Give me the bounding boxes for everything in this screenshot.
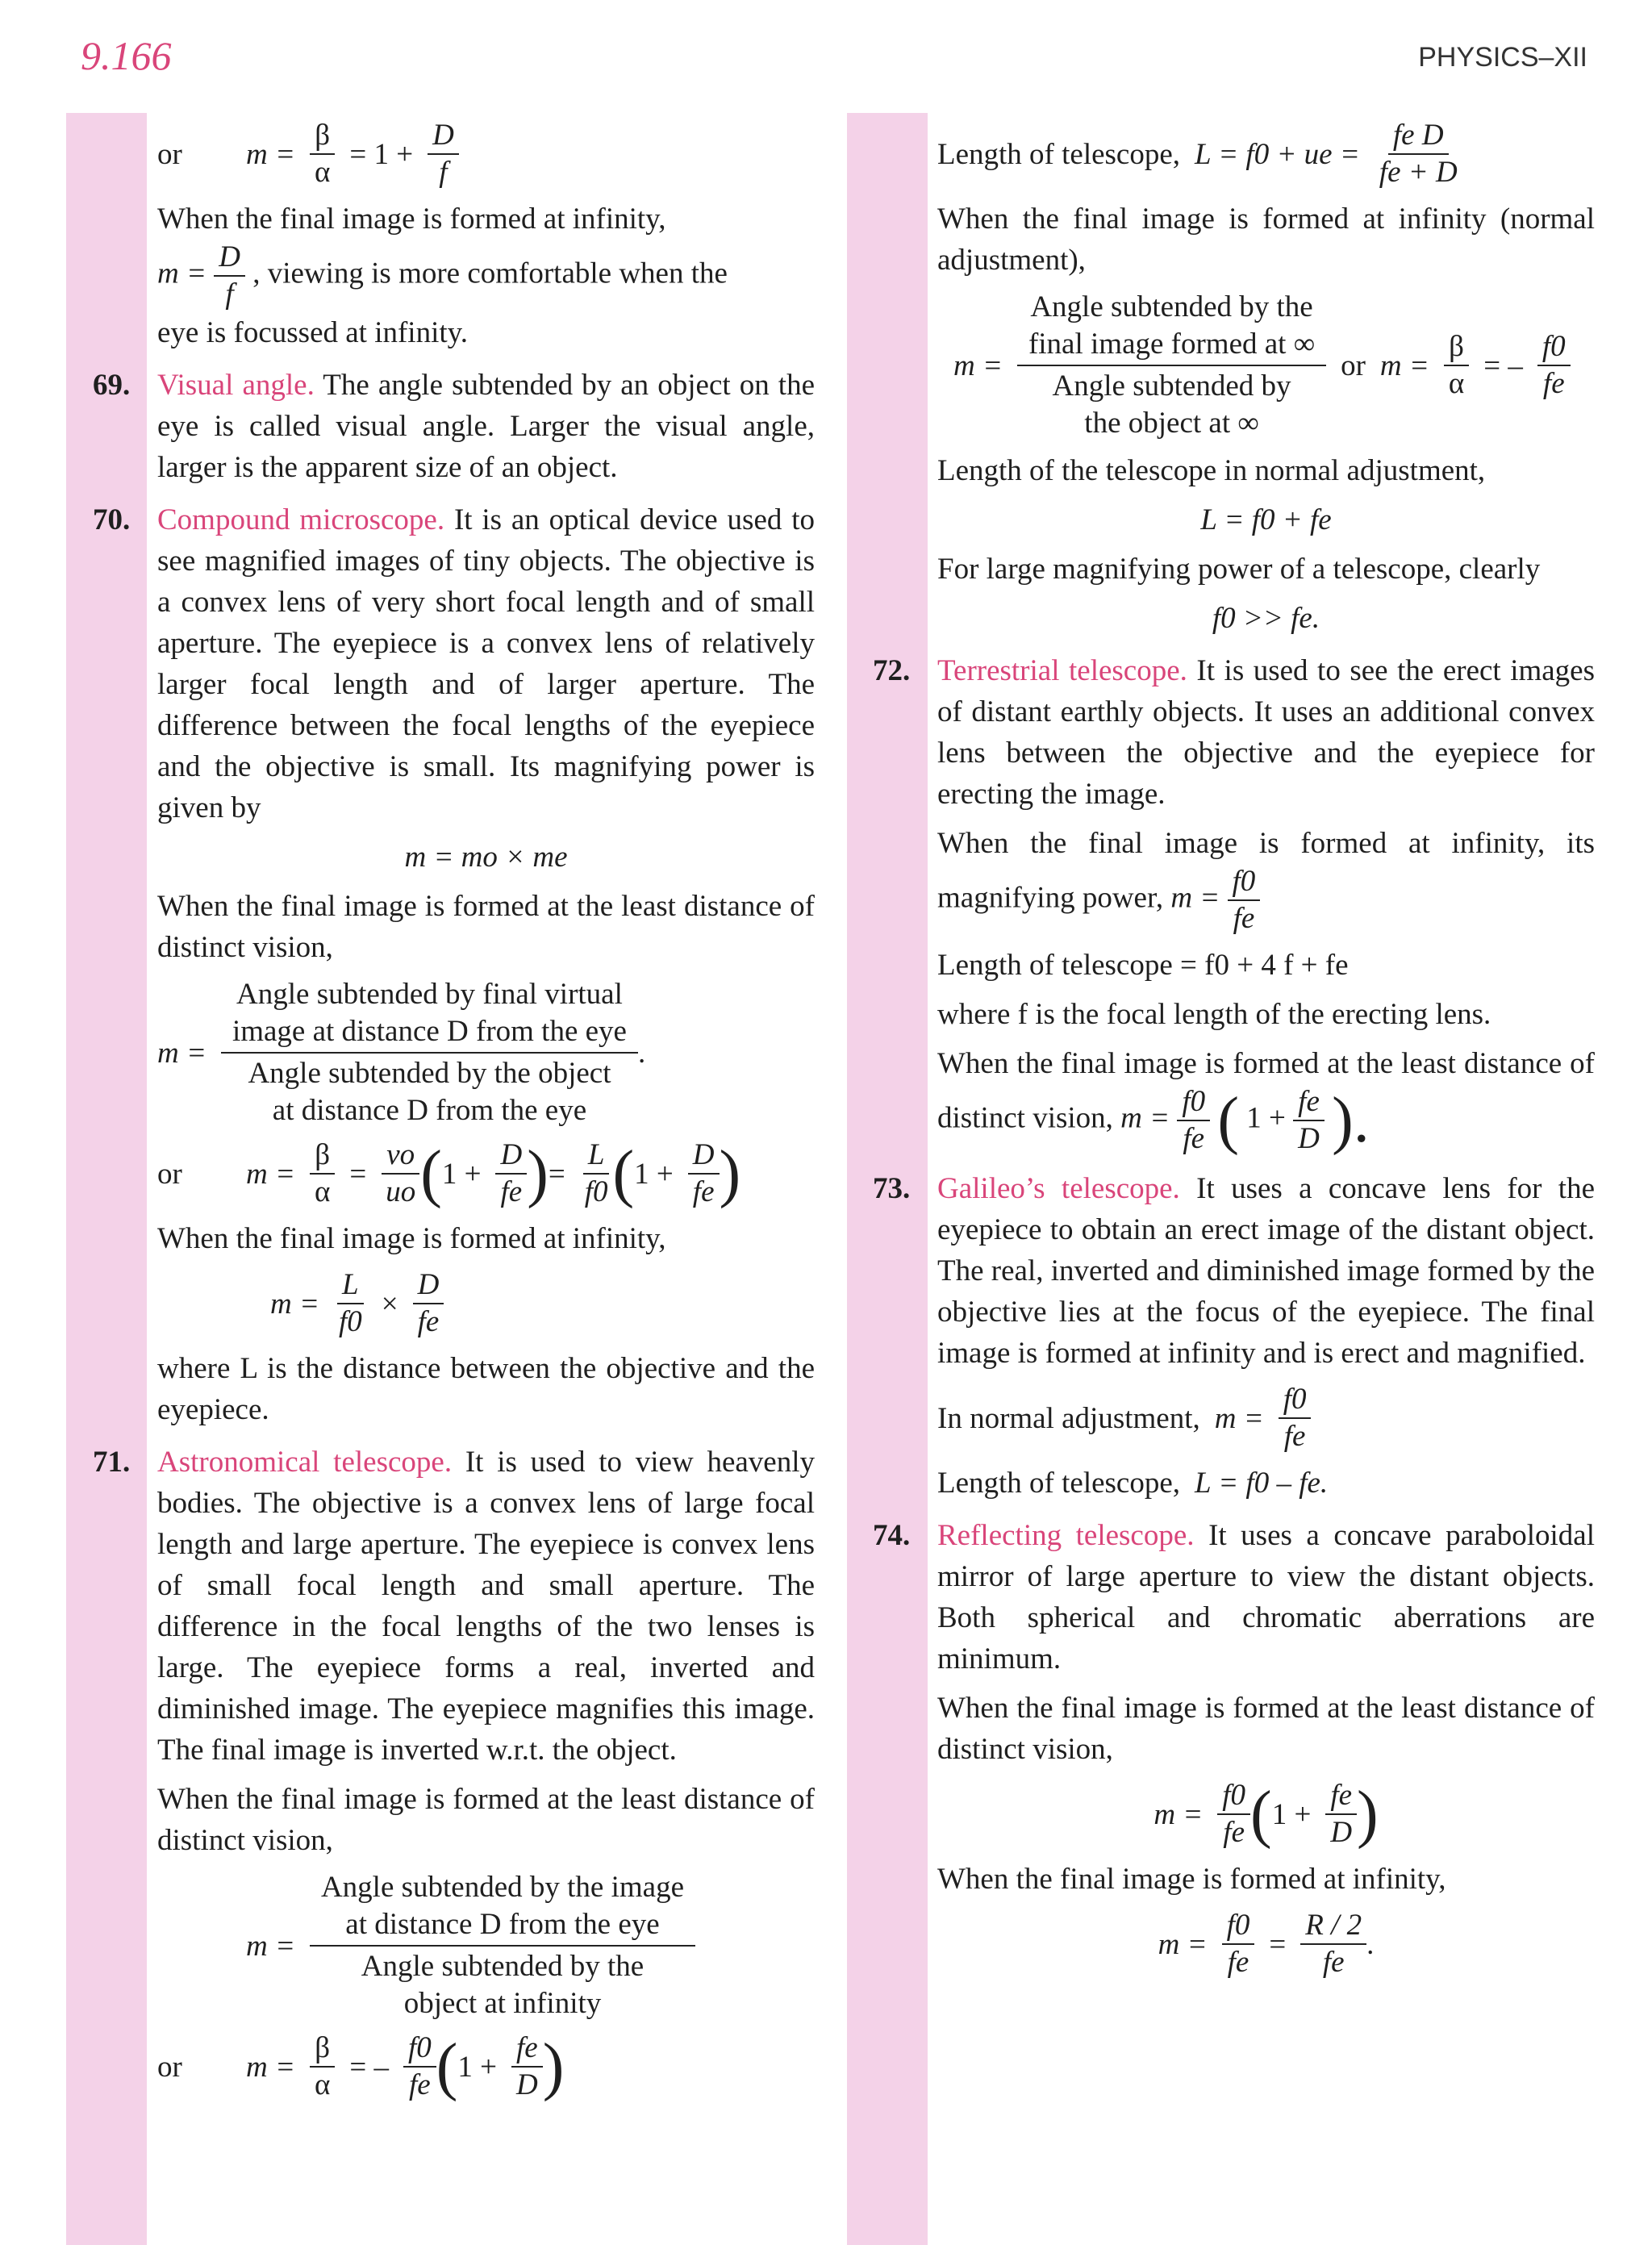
equation: L = f0 + fe xyxy=(1200,503,1332,536)
term-reflecting-telescope: Reflecting telescope. xyxy=(937,1519,1195,1552)
term-terrestrial-telescope: Terrestrial telescope. xyxy=(937,654,1187,687)
equation: In normal adjustment, m = $\frac{f0}{fe}$ xyxy=(937,1382,1595,1454)
left-column xyxy=(93,113,816,2111)
equation-telescope-length: Length of telescope, L = f0 + ue = $\frac{\text{fe D}}{fe + D}$ xyxy=(937,119,1458,189)
fraction: $\frac{\beta}{\alpha}$ xyxy=(310,118,335,190)
item-73: 73. Galileo’s telescope. It uses a concave lens for the eyepiece to obtain an erect image of the distant object. The real, inverted and diminished image formed by the objective lies at the focus of the eyepiece. The final image is formed at infinity and is erect and magnified. In normal adjustment, m = $\frac{f0}{fe}$ Length of telescope, L = f0 – fe. xyxy=(937,1168,1595,1504)
page-number: 9.166 xyxy=(81,33,172,78)
equation-word-fraction: m = Angle subtended by final virtual image at distance D from the eye Angle subtended by the object at distance D from the eye . xyxy=(157,976,815,1129)
term-visual-angle: Visual angle. xyxy=(157,369,315,402)
equation: m = $\frac{L}{f0}$ × $\frac{D}{fe}$ xyxy=(157,1267,815,1340)
term-galileos-telescope: Galileo’s telescope. xyxy=(937,1172,1180,1205)
equation: f0 >> fe. xyxy=(1212,602,1320,635)
equation: m = $\frac{f0}{fe}$ = $\frac{R / 2}{fe}$ . xyxy=(1158,1909,1375,1979)
fraction: $\frac{D}{f}$ xyxy=(214,240,245,312)
equation-top: or m = $\frac{\beta}{\alpha}$ = 1 + $\frac{D}{f}$ xyxy=(157,118,815,190)
word-fraction: Angle subtended by the image at distance D from the eye Angle subtended by the object at infinity xyxy=(310,1869,695,2022)
fraction: $\frac{D}{f}$ xyxy=(428,118,459,190)
term-compound-microscope: Compound microscope. xyxy=(157,503,445,536)
item-70: 70. Compound microscope. It is an optical device used to see magnified images of tiny objects. The objective is a convex lens of very short focal length and of small aperture. The eyepiece is a convex lens of relatively larger focal length and of larger aperture. The difference between the focal lengths of the eyepiece and the objective is small. Its magnifying power is given by m = mo × me When the final image is formed at the least distance of distinct vision, m = Angle subtended by final virtual image at distance D from the eye Angle subtended by the object at distance D from the eye . or m = $\frac{\beta}{\alpha}$ = $\frac{vo}{uo}$ ( 1 + $\frac{D}{fe}$ ) = $\frac{L}{f0}$ ( 1 + $\frac{D}{fe}$ ) When the final image is formed at infinity, m = $\frac{L}{f0}$ × $\frac{D}{fe}$ where L is the distance between the objective and the eyepiece. xyxy=(93,503,815,1426)
equation: m = $\frac{f0}{fe}$ ( 1 + $\frac{fe}{D}$ ) xyxy=(1153,1779,1379,1850)
right-column: Length of telescope, L = f0 + ue = $\frac{\text{fe D}}{fe + D}$ When the final image is formed at infinity (normal adjustment), m = Angle subtended by the final image formed at ∞ Angle subtended by the object at ∞ or m = $\frac{\beta}{\alpha}$ = – $\frac{f0}{fe}$ Length of the telescope in normal adjustment, L = f0 + fe For large magnifying power of a telescope, clearly f0 >> fe. 72. Terrestrial telescope. It is used to see the erect images of distant earthly objects. It uses an additional convex lens between the objective and the eyepiece for erecting the image. When the final image is formed at infinity, its magnifying power, m = $\frac{f0}{fe}$ Length of telescope = f0 + 4 f + fe where f is the focal length of the erecting lens. When the final image is formed at the least distance of distinct vision, m = $\frac{f0}{fe}$ ( 1 + $\frac{fe}{D}$ ). 73. Galileo’s telescope. It uses a concave lens for the eyepiece to obtain an erect image of the distant object. The real, inverted and diminished image formed by the objective lies at the focus of the eyepiece. The final image is formed at infinity and is erect and magnified. In normal adjustment, m = $\frac{f0}{fe}$ Length of telescope, L = f0 – fe. 74. Reflecting telescope. It uses a concave paraboloidal mirror of large aperture to view the distant objects. Both spherical and chromatic aberrations are minimum. When the final image is formed at the least distance of distinct vision, m = $\frac{f0}{fe}$ ( 1 + $\frac{fe}{D}$ ) When the final image is formed at infinity, m = $\frac{f0}{fe}$ = $\frac{R / 2}{fe}$ . xyxy=(873,119,1596,1979)
running-head: PHYSICS–XII xyxy=(1418,42,1587,73)
item-74: 74. Reflecting telescope. It uses a concave paraboloidal mirror of large aperture to view the distant objects. Both spherical and chromatic aberrations are minimum. When the final image is formed at the least distance of distinct vision, m = $\frac{f0}{fe}$ ( 1 + $\frac{fe}{D}$ ) When the final image is formed at infinity, m = $\frac{f0}{fe}$ = $\frac{R / 2}{fe}$ . xyxy=(873,1519,1595,1979)
item-71: 71. Astronomical telescope. It is used to view heavenly bodies. The objective is a convex lens of large focal length and large aperture. The eyepiece is convex lens of small focal length and small aperture. The difference in the focal lengths of the two lenses is large. The eyepiece forms a real, inverted and diminished image. The eyepiece magnifies this image. The final image is inverted w.r.t. the object. When the final image is formed at the least distance of distinct vision, m = Angle subtended by the image at distance D from the eye Angle subtended by the object at infinity or m = $\frac{\beta}{\alpha}$ = – $\frac{f0}{fe}$ ( 1 + $\frac{fe}{D}$ ) xyxy=(93,1446,815,2102)
item-69: 69. Visual angle. The angle subtended by an object on the eye is called visual angle. Larger the visual angle, larger is the apparent size of an object. xyxy=(93,369,816,484)
term-astronomical-telescope: Astronomical telescope. xyxy=(157,1446,453,1479)
equation: or m = $\frac{\beta}{\alpha}$ = $\frac{vo}{uo}$ ( 1 + $\frac{D}{fe}$ ) = $\frac{L}{f0}$ ( 1 + $\frac{D}{fe}$ ) xyxy=(157,1138,741,1209)
word-fraction: Angle subtended by the final image formed at ∞ Angle subtended by the object at ∞ xyxy=(1017,289,1326,442)
word-fraction: Angle subtended by final virtual image at distance D from the eye Angle subtended by the object at distance D from the eye xyxy=(221,976,638,1129)
paragraph: When the final image is formed at infinity, m = $\frac{D}{f}$ , viewing is more comfortable when the eye is focussed at infinity. xyxy=(157,202,728,349)
equation: Length of telescope, L = f0 – fe. xyxy=(937,1467,1329,1500)
equation-word-fraction: m = Angle subtended by the image at distance D from the eye Angle subtended by the object at infinity xyxy=(157,1869,815,2022)
left-margin-band xyxy=(66,113,147,2245)
equation-word-fraction: m = Angle subtended by the final image formed at ∞ Angle subtended by the object at ∞ or m = $\frac{\beta}{\alpha}$ = – $\frac{f0}{fe}$ xyxy=(937,289,1595,442)
equation: or m = $\frac{\beta}{\alpha}$ = – $\frac{f0}{fe}$ ( 1 + $\frac{fe}{D}$ ) xyxy=(157,2031,565,2102)
item-72: 72. Terrestrial telescope. It is used to see the erect images of distant earthly objects. It uses an additional convex lens between the objective and the eyepiece for erecting the image. When the final image is formed at infinity, its magnifying power, m = $\frac{f0}{fe}$ Length of telescope = f0 + 4 f + fe where f is the focal length of the erecting lens. When the final image is formed at the least distance of distinct vision, m = $\frac{f0}{fe}$ ( 1 + $\frac{fe}{D}$ ). xyxy=(873,654,1596,1156)
equation: m = mo × me xyxy=(404,841,568,874)
